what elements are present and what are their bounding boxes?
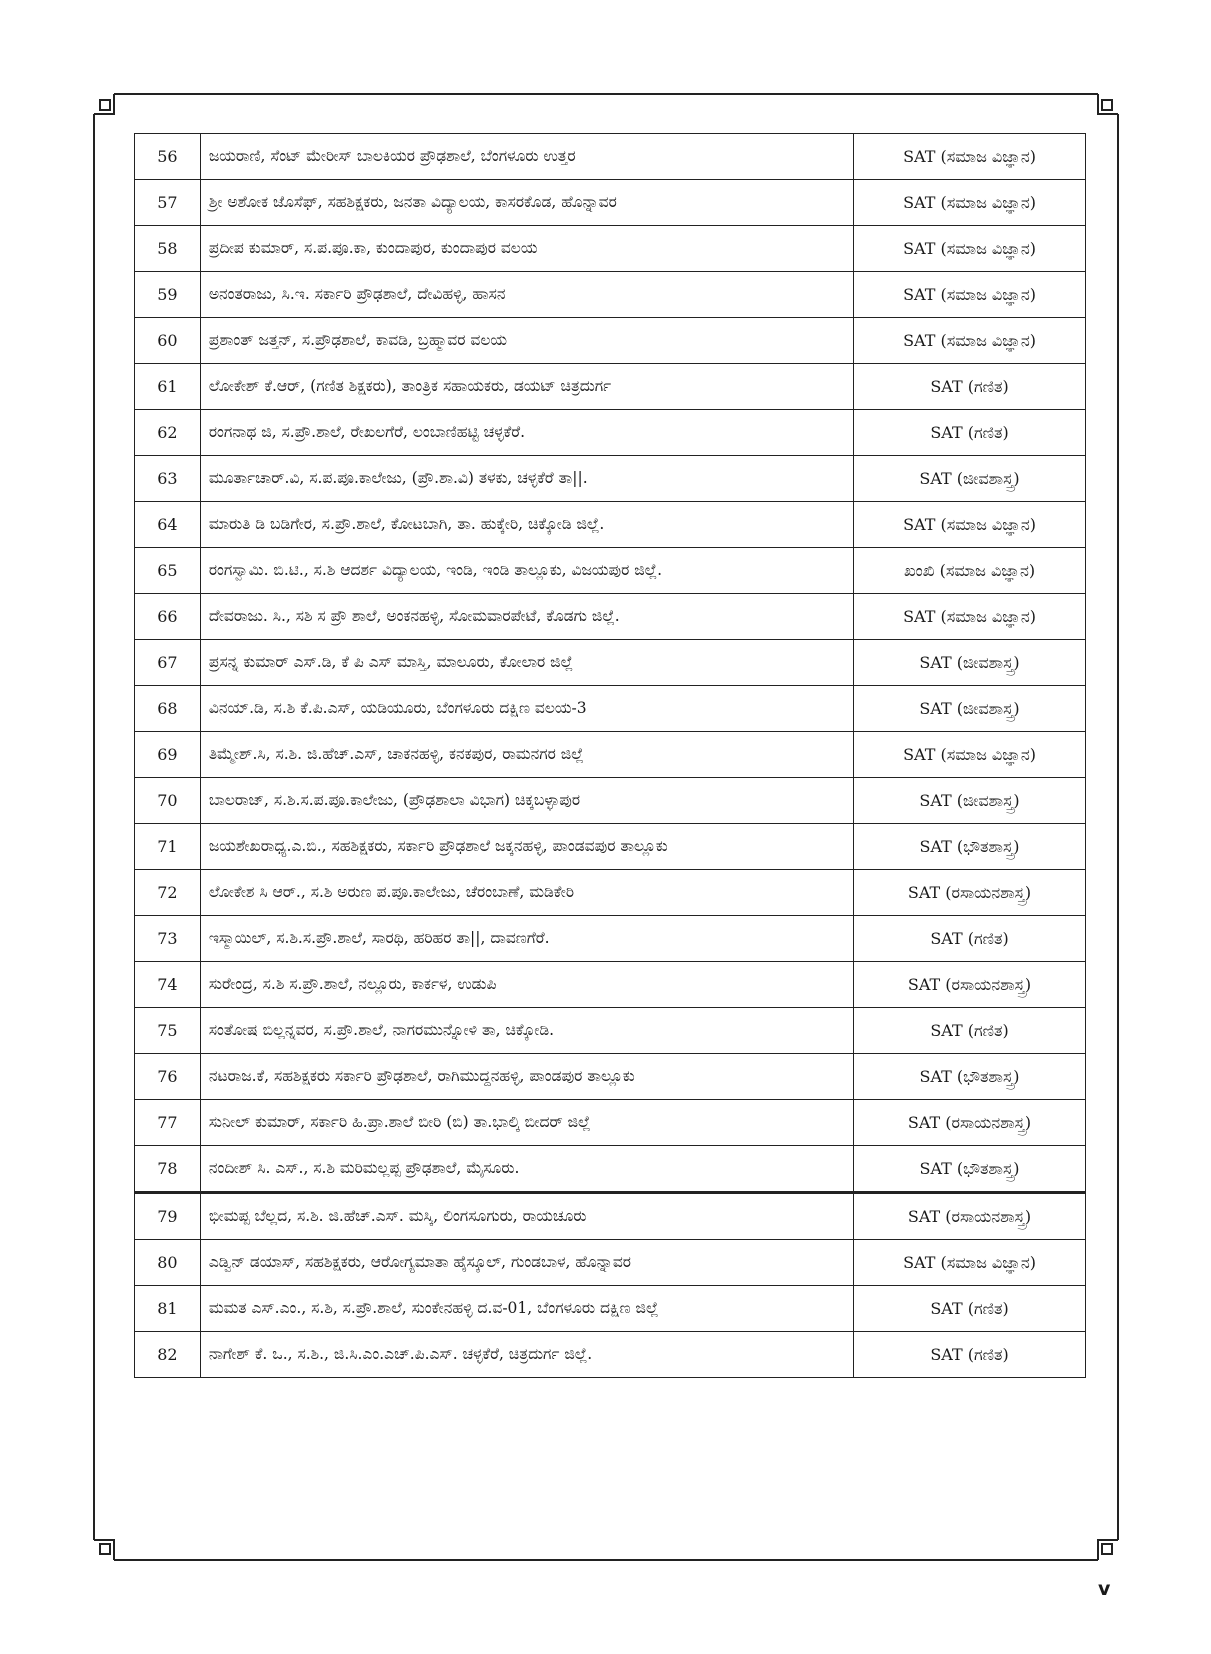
teacher-details-cell: ನಂದೀಶ್ ಸಿ. ಎಸ್., ಸ.ಶಿ ಮರಿಮಲ್ಲಪ್ಪ ಪ್ರೌಢಶಾಲೆ, ಮೈಸೂರು. (200, 1146, 853, 1193)
table-row (135, 1054, 1086, 1100)
teacher-details-cell: ಶ್ರೀ ಅಶೋಕ ಜೊಸೆಫ್, ಸಹಶಿಕ್ಷಕರು, ಜನತಾ ವಿದ್ಯಾಲಯ, ಕಾಸರಕೊಡ, ಹೊನ್ನಾವರ (200, 180, 853, 226)
row-number-cell: 81 (135, 1286, 201, 1332)
teacher-list-body (135, 134, 1086, 1378)
teacher-details-cell: ನಟರಾಜ.ಕೆ, ಸಹಶಿಕ್ಷಕರು ಸರ್ಕಾರಿ ಪ್ರೌಢಶಾಲೆ, ರಾಗಿಮುದ್ದನಹಳ್ಳಿ, ಪಾಂಡಪುರ ತಾಲ್ಲೂಕು (200, 1054, 853, 1100)
teacher-details-cell: ಅನಂತರಾಜು, ಸಿ.ಇ. ಸರ್ಕಾರಿ ಪ್ರೌಢಶಾಲೆ, ದೇವಿಹಳ್ಳಿ, ಹಾಸನ (200, 272, 853, 318)
table-row (135, 1146, 1086, 1193)
table-row (135, 594, 1086, 640)
table-row (135, 1193, 1086, 1240)
table-row (135, 824, 1086, 870)
subject-cell: SAT (ಸಮಾಜ ವಿಜ್ಞಾನ) (854, 502, 1086, 548)
teacher-list-table (134, 133, 1086, 1378)
row-number-cell: 62 (135, 410, 201, 456)
row-number-cell: 77 (135, 1100, 201, 1146)
teacher-details-cell: ಭೀಮಪ್ಪ ಬೆಲ್ಲದ, ಸ.ಶಿ. ಜಿ.ಹೆಚ್.ಎಸ್. ಮಸ್ಕಿ, ಲಿಂಗಸೂಗುರು, ರಾಯಚೂರು (200, 1193, 853, 1240)
teacher-details-cell: ರಂಗಸ್ವಾಮಿ. ಬಿ.ಟಿ., ಸ.ಶಿ ಆದರ್ಶ ವಿದ್ಯಾಲಯ, ಇಂಡಿ, ಇಂಡಿ ತಾಲ್ಲೂಕು, ವಿಜಯಪುರ ಜಿಲ್ಲೆ. (200, 548, 853, 594)
teacher-details-cell: ಸುರೇಂದ್ರ, ಸ.ಶಿ ಸ.ಪ್ರೌ.ಶಾಲೆ, ನಲ್ಲೂರು, ಕಾರ್ಕಳ, ಉಡುಪಿ (200, 962, 853, 1008)
table-row (135, 272, 1086, 318)
row-number-cell: 69 (135, 732, 201, 778)
table-row (135, 226, 1086, 272)
table-row (135, 502, 1086, 548)
subject-cell: SAT (ಗಣಿತ) (854, 364, 1086, 410)
subject-cell: SAT (ಜೀವಶಾಸ್ತ್ರ) (854, 640, 1086, 686)
teacher-details-cell: ಪ್ರದೀಪ ಕುಮಾರ್, ಸ.ಪ.ಪೂ.ಕಾ, ಕುಂದಾಪುರ, ಕುಂದಾಪುರ ವಲಯ (200, 226, 853, 272)
table-row (135, 1100, 1086, 1146)
subject-cell: SAT (ಜೀವಶಾಸ್ತ್ರ) (854, 686, 1086, 732)
teacher-details-cell: ಬಾಲರಾಜ್, ಸ.ಶಿ.ಸ.ಪ.ಪೂ.ಕಾಲೇಜು, (ಪ್ರೌಢಶಾಲಾ ವಿಭಾಗ) ಚಿಕ್ಕಬಳ್ಳಾಪುರ (200, 778, 853, 824)
teacher-details-cell: ಎಡ್ವಿನ್ ಡಯಾಸ್, ಸಹಶಿಕ್ಷಕರು, ಆರೋಗ್ಯಮಾತಾ ಹೈಸ್ಕೂಲ್, ಗುಂಡಬಾಳ, ಹೊನ್ನಾವರ (200, 1240, 853, 1286)
table-row (135, 1240, 1086, 1286)
teacher-details-cell: ಮಮತ ಎಸ್.ಎಂ., ಸ.ಶಿ, ಸ.ಪ್ರೌ.ಶಾಲೆ, ಸುಂಕೇನಹಳ್ಳಿ ದ.ವ-01, ಬೆಂಗಳೂರು ದಕ್ಷಿಣ ಜಿಲ್ಲೆ (200, 1286, 853, 1332)
row-number-cell: 78 (135, 1146, 201, 1193)
table-row (135, 548, 1086, 594)
teacher-details-cell: ರಂಗನಾಥ ಜಿ, ಸ.ಪ್ರೌ.ಶಾಲೆ, ರೇಖಲಗೆರೆ, ಲಂಬಾಣಿಹಟ್ಟಿ ಚಳ್ಳಕೆರೆ. (200, 410, 853, 456)
teacher-details-cell: ಲೋಕೇಶ ಸಿ ಆರ್., ಸ.ಶಿ ಅರುಣ ಪ.ಪೂ.ಕಾಲೇಜು, ಚೆರಂಬಾಣೆ, ಮಡಿಕೇರಿ (200, 870, 853, 916)
row-number-cell: 80 (135, 1240, 201, 1286)
teacher-details-cell: ಜಯಶೇಖರಾಧ್ಯ.ಎ.ಬಿ., ಸಹಶಿಕ್ಷಕರು, ಸರ್ಕಾರಿ ಪ್ರೌಢಶಾಲೆ ಜಕ್ಕನಹಳ್ಳಿ, ಪಾಂಡವಪುರ ತಾಲ್ಲೂಕು (200, 824, 853, 870)
subject-cell: SAT (ಜೀವಶಾಸ್ತ್ರ) (854, 456, 1086, 502)
teacher-details-cell: ವಿನಯ್.ಡಿ, ಸ.ಶಿ ಕೆ.ಪಿ.ಎಸ್, ಯಡಿಯೂರು, ಬೆಂಗಳೂರು ದಕ್ಷಿಣ ವಲಯ-3 (200, 686, 853, 732)
teacher-details-cell: ದೇವರಾಜು. ಸಿ., ಸಶಿ ಸ ಪ್ರೌ ಶಾಲೆ, ಅಂಕನಹಳ್ಳಿ, ಸೋಮವಾರಪೇಟೆ, ಕೊಡಗು ಜಿಲ್ಲೆ. (200, 594, 853, 640)
table-row (135, 180, 1086, 226)
subject-cell: SAT (ಜೀವಶಾಸ್ತ್ರ) (854, 778, 1086, 824)
row-number-cell: 63 (135, 456, 201, 502)
table-row (135, 134, 1086, 180)
teacher-details-cell: ಮಾರುತಿ ಡಿ ಬಡಿಗೇರ, ಸ.ಪ್ರೌ.ಶಾಲೆ, ಕೋಟಬಾಗಿ, ತಾ. ಹುಕ್ಕೇರಿ, ಚಿಕ್ಕೋಡಿ ಜಿಲ್ಲೆ. (200, 502, 853, 548)
teacher-details-cell: ತಿಮ್ಮೇಶ್.ಸಿ, ಸ.ಶಿ. ಜಿ.ಹೆಚ್.ಎಸ್, ಚಾಕನಹಳ್ಳಿ, ಕನಕಪುರ, ರಾಮನಗರ ಜಿಲ್ಲೆ (200, 732, 853, 778)
teacher-details-cell: ಪ್ರಶಾಂತ್ ಜತ್ತನ್, ಸ.ಪ್ರೌಢಶಾಲೆ, ಕಾವಡಿ, ಬ್ರಹ್ಮಾವರ ವಲಯ (200, 318, 853, 364)
row-number-cell: 82 (135, 1332, 201, 1378)
table-row (135, 1286, 1086, 1332)
table-row (135, 456, 1086, 502)
subject-cell: SAT (ರಸಾಯನಶಾಸ್ತ್ರ) (854, 1193, 1086, 1240)
teacher-details-cell: ಸುನೀಲ್ ಕುಮಾರ್, ಸರ್ಕಾರಿ ಹಿ.ಪ್ರಾ.ಶಾಲೆ ಬೀರಿ (ಬಿ) ತಾ.ಭಾಲ್ಕಿ ಬೀದರ್ ಜಿಲ್ಲೆ (200, 1100, 853, 1146)
table-row (135, 778, 1086, 824)
subject-cell: SAT (ರಸಾಯನಶಾಸ್ತ್ರ) (854, 870, 1086, 916)
row-number-cell: 57 (135, 180, 201, 226)
row-number-cell: 66 (135, 594, 201, 640)
subject-cell: SAT (ಸಮಾಜ ವಿಜ್ಞಾನ) (854, 134, 1086, 180)
row-number-cell: 60 (135, 318, 201, 364)
row-number-cell: 59 (135, 272, 201, 318)
row-number-cell: 72 (135, 870, 201, 916)
row-number-cell: 75 (135, 1008, 201, 1054)
table-row (135, 364, 1086, 410)
row-number-cell: 65 (135, 548, 201, 594)
subject-cell: SAT (ಸಮಾಜ ವಿಜ್ಞಾನ) (854, 180, 1086, 226)
table-row (135, 1008, 1086, 1054)
row-number-cell: 68 (135, 686, 201, 732)
teacher-details-cell: ಸಂತೋಷ ಬಿಲ್ಲನ್ನವರ, ಸ.ಪ್ರೌ.ಶಾಲೆ, ನಾಗರಮುನ್ನೋಳಿ ತಾ, ಚಿಕ್ಕೋಡಿ. (200, 1008, 853, 1054)
row-number-cell: 73 (135, 916, 201, 962)
table-row (135, 318, 1086, 364)
teacher-details-cell: ಜಯರಾಣಿ, ಸೆಂಟ್ ಮೇರೀಸ್ ಬಾಲಕಿಯರ ಪ್ರೌಢಶಾಲೆ, ಬೆಂಗಳೂರು ಉತ್ತರ (200, 134, 853, 180)
subject-cell: SAT (ಗಣಿತ) (854, 1332, 1086, 1378)
subject-cell: SAT (ಭೌತಶಾಸ್ತ್ರ) (854, 1054, 1086, 1100)
row-number-cell: 58 (135, 226, 201, 272)
teacher-details-cell: ಮೂರ್ತಾಚಾರ್.ವಿ, ಸ.ಪ.ಪೂ.ಕಾಲೇಜು, (ಪ್ರೌ.ಶಾ.ವಿ) ತಳಕು, ಚಳ್ಳಕೆರೆ ತಾ||. (200, 456, 853, 502)
table-row (135, 640, 1086, 686)
teacher-details-cell: ಲೋಕೇಶ್ ಕೆ.ಆರ್, (ಗಣಿತ ಶಿಕ್ಷಕರು), ತಾಂತ್ರಿಕ ಸಹಾಯಕರು, ಡಯಟ್ ಚಿತ್ರದುರ್ಗ (200, 364, 853, 410)
subject-cell: SAT (ಭೌತಶಾಸ್ತ್ರ) (854, 824, 1086, 870)
subject-cell: SAT (ಗಣಿತ) (854, 1008, 1086, 1054)
subject-cell: SAT (ರಸಾಯನಶಾಸ್ತ್ರ) (854, 962, 1086, 1008)
row-number-cell: 70 (135, 778, 201, 824)
teacher-details-cell: ಇಸ್ಮಾಯಿಲ್, ಸ.ಶಿ.ಸ.ಪ್ರೌ.ಶಾಲೆ, ಸಾರಥಿ, ಹರಿಹರ ತಾ||, ದಾವಣಗೆರೆ. (200, 916, 853, 962)
teacher-details-cell: ಪ್ರಸನ್ನ ಕುಮಾರ್ ಎಸ್.ಡಿ, ಕೆ ಪಿ ಎಸ್ ಮಾಸ್ತಿ, ಮಾಲೂರು, ಕೋಲಾರ ಜಿಲ್ಲೆ (200, 640, 853, 686)
subject-cell: ಖಂಖಿ (ಸಮಾಜ ವಿಜ್ಞಾನ) (854, 548, 1086, 594)
subject-cell: SAT (ಭೌತಶಾಸ್ತ್ರ) (854, 1146, 1086, 1193)
page-number: v (1098, 1578, 1111, 1600)
teacher-details-cell: ನಾಗೇಶ್ ಕೆ. ಒ., ಸ.ಶಿ., ಜಿ.ಸಿ.ಎಂ.ಎಚ್.ಪಿ.ಎಸ್. ಚಳ್ಳಕೆರೆ, ಚಿತ್ರದುರ್ಗ ಜಿಲ್ಲೆ. (200, 1332, 853, 1378)
table-row (135, 870, 1086, 916)
subject-cell: SAT (ಸಮಾಜ ವಿಜ್ಞಾನ) (854, 318, 1086, 364)
row-number-cell: 79 (135, 1193, 201, 1240)
table-row (135, 410, 1086, 456)
table-row (135, 686, 1086, 732)
subject-cell: SAT (ಸಮಾಜ ವಿಜ್ಞಾನ) (854, 732, 1086, 778)
subject-cell: SAT (ರಸಾಯನಶಾಸ್ತ್ರ) (854, 1100, 1086, 1146)
row-number-cell: 56 (135, 134, 201, 180)
table-row (135, 916, 1086, 962)
row-number-cell: 74 (135, 962, 201, 1008)
subject-cell: SAT (ಗಣಿತ) (854, 1286, 1086, 1332)
row-number-cell: 76 (135, 1054, 201, 1100)
subject-cell: SAT (ಗಣಿತ) (854, 916, 1086, 962)
subject-cell: SAT (ಗಣಿತ) (854, 410, 1086, 456)
subject-cell: SAT (ಸಮಾಜ ವಿಜ್ಞಾನ) (854, 1240, 1086, 1286)
subject-cell: SAT (ಸಮಾಜ ವಿಜ್ಞಾನ) (854, 226, 1086, 272)
table-row (135, 962, 1086, 1008)
subject-cell: SAT (ಸಮಾಜ ವಿಜ್ಞಾನ) (854, 594, 1086, 640)
table-row (135, 732, 1086, 778)
table-row (135, 1332, 1086, 1378)
row-number-cell: 61 (135, 364, 201, 410)
subject-cell: SAT (ಸಮಾಜ ವಿಜ್ಞಾನ) (854, 272, 1086, 318)
row-number-cell: 64 (135, 502, 201, 548)
row-number-cell: 67 (135, 640, 201, 686)
row-number-cell: 71 (135, 824, 201, 870)
